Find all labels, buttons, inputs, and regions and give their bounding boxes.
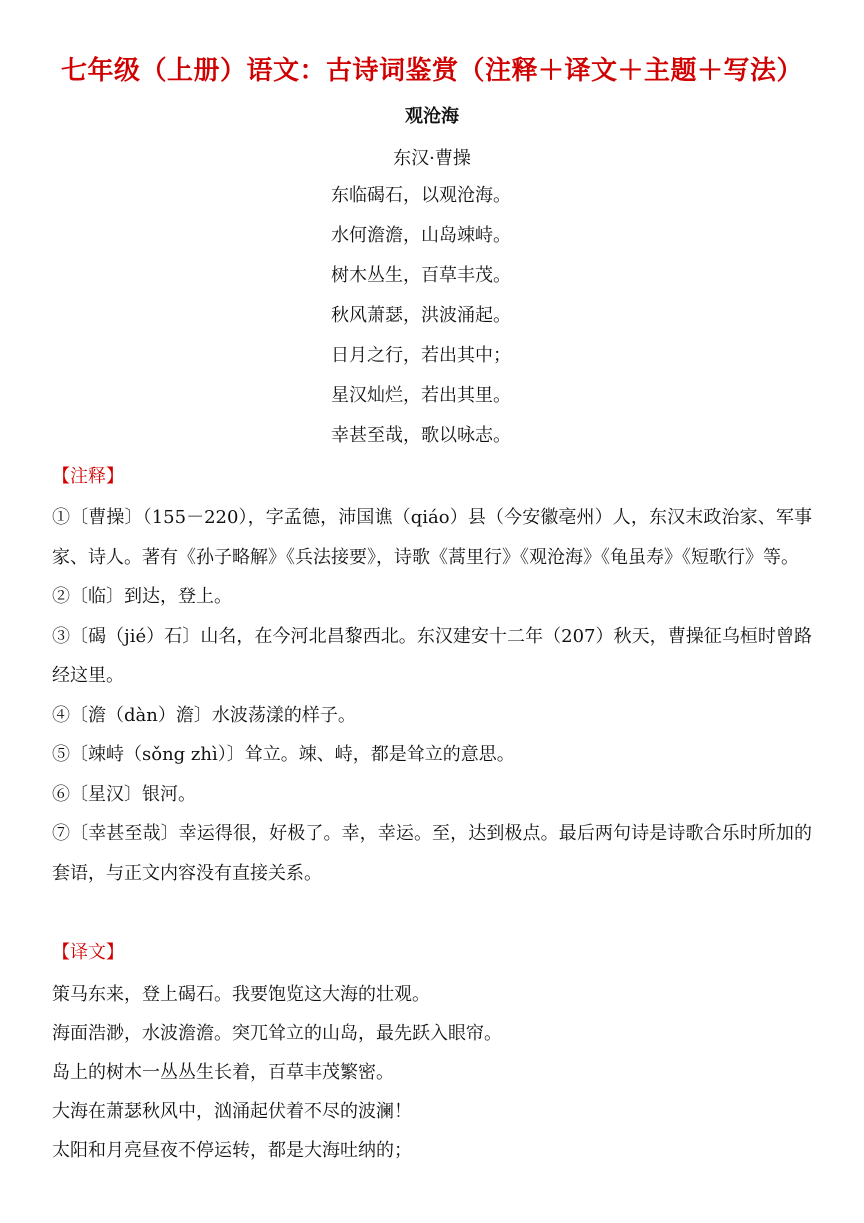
poem-author: 东汉·曹操 (393, 148, 471, 169)
poem-line: 水何澹澹，山岛竦峙。 (331, 225, 511, 246)
poem-line: 星汉灿烂，若出其里。 (331, 385, 511, 406)
note-item: ③〔碣（jié）石〕山名，在今河北昌黎西北。东汉建安十二年（207）秋天，曹操征乌桓时曾路经这里。 (52, 625, 812, 686)
translation-line: 太阳和月亮昼夜不停运转，都是大海吐纳的； (52, 1140, 412, 1161)
note-item: ⑤〔竦峙（sǒng zhì）〕耸立。竦、峙，都是耸立的意思。 (52, 744, 515, 765)
note-item: ⑦〔幸甚至哉〕幸运得很，好极了。幸，幸运。至，达到极点。最后两句诗是诗歌合乐时所加的套语，与正文内容没有直接关系。 (52, 823, 812, 884)
poem-title: 观沧海 (405, 106, 459, 127)
poem-line: 树木丛生，百草丰茂。 (331, 265, 511, 286)
notes-section (52, 498, 812, 893)
translation-line: 海面浩渺，水波澹澹。突兀耸立的山岛，最先跃入眼帘。 (52, 1023, 502, 1044)
note-item: ①〔曹操〕（155－220），字孟德，沛国谯（qiáo）县（今安徽亳州）人，东汉末政治家、军事家、诗人。著有《孙子略解》《兵法接要》，诗歌《蒿里行》《观沧海》《龟虽寿》《短歌行》等。 (52, 507, 812, 568)
poem-body (331, 183, 511, 463)
note-item: ④〔澹（dàn）澹〕水波荡漾的样子。 (52, 704, 356, 726)
translation-line: 大海在萧瑟秋风中，汹涌起伏着不尽的波澜！ (52, 1101, 412, 1122)
document-title: 七年级（上册）语文：古诗词鉴赏（注释＋译文＋主题＋写法） (60, 56, 803, 86)
note-item: ②〔临〕到达，登上。 (52, 586, 232, 607)
notes-heading: 【注释】 (52, 466, 124, 487)
translation-section (52, 975, 812, 1170)
poem-line: 幸甚至哉，歌以咏志。 (331, 425, 511, 446)
translation-heading: 【译文】 (52, 942, 124, 963)
translation-line: 策马东来，登上碣石。我要饱览这大海的壮观。 (52, 984, 430, 1005)
note-item: ⑥〔星汉〕银河。 (52, 783, 196, 805)
poem-line: 秋风萧瑟，洪波涌起。 (331, 305, 511, 326)
poem-line: 日月之行，若出其中； (331, 345, 511, 366)
translation-line: 岛上的树木一丛丛生长着，百草丰茂繁密。 (52, 1062, 394, 1083)
poem-line: 东临碣石，以观沧海。 (331, 185, 511, 206)
